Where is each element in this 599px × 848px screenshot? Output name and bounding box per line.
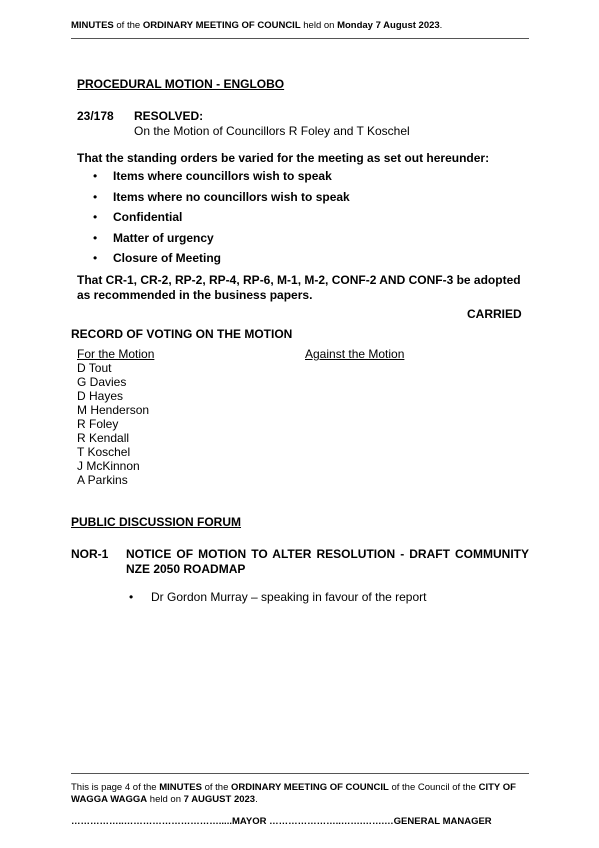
bullet-mark: •: [129, 590, 134, 604]
header-minutes: MINUTES: [71, 20, 114, 31]
standing-orders-list: [93, 168, 350, 271]
header-held-on: held on: [300, 20, 338, 31]
voter-name: R Kendall: [77, 431, 130, 445]
header-of-the: of the: [113, 20, 143, 31]
resolution-number: 23/178: [77, 109, 114, 123]
list-item: • Matter of urgency: [93, 230, 350, 251]
voters-for-list: [77, 361, 149, 487]
footer-text: .: [255, 794, 258, 805]
footer-text: of the: [201, 782, 232, 793]
voter-name: D Tout: [77, 361, 112, 375]
page-footer: [71, 782, 531, 806]
header-divider: [71, 38, 529, 39]
voter-name: M Henderson: [77, 403, 150, 417]
footer-meeting: ORDINARY MEETING OF COUNCIL: [231, 782, 389, 793]
voter-name: G Davies: [77, 375, 127, 389]
footer-text: This is page 4 of the: [71, 782, 160, 793]
speaker-text: Dr Gordon Murray – speaking in favour of the report: [151, 590, 427, 604]
voting-record-title: RECORD OF VOTING ON THE MOTION: [71, 327, 293, 341]
voter-name: R Foley: [77, 417, 119, 431]
resolution-intro: That the standing orders be varied for the meeting as set out hereunder:: [77, 151, 490, 165]
for-motion-heading: For the Motion: [77, 347, 155, 361]
adoption-text: That CR-1, CR-2, RP-2, RP-4, RP-6, M-1, M-2, CONF-2 AND CONF-3 be adopted as recommended in the business papers.: [77, 273, 521, 302]
footer-text: held on: [147, 794, 184, 805]
speaker-entry: [129, 590, 426, 604]
resolution-mover: On the Motion of Councillors R Foley and T Koschel: [134, 124, 410, 138]
voter-name: D Hayes: [77, 389, 124, 403]
resolved-label: RESOLVED:: [134, 109, 204, 123]
list-item: • Closure of Meeting: [93, 250, 350, 271]
voter-name: J McKinnon: [77, 459, 140, 473]
voter-name: T Koschel: [77, 445, 131, 459]
list-item: • Items where councillors wish to speak: [93, 168, 350, 189]
page-header: [71, 20, 442, 31]
outcome-carried: CARRIED: [467, 307, 522, 321]
gm-signature-line: …………………..…….…….…GENERAL MANAGER: [269, 816, 492, 827]
voter-name: A Parkins: [77, 473, 128, 487]
mayor-signature-line: ……………..………………………….....MAYOR: [71, 816, 267, 827]
footer-minutes: MINUTES: [159, 782, 202, 793]
public-forum-title: PUBLIC DISCUSSION FORUM: [71, 515, 242, 529]
signature-lines: [71, 816, 492, 827]
forum-item-title: NOTICE OF MOTION TO ALTER RESOLUTION - DRAFT COMMUNITY NZE 2050 ROADMAP: [126, 547, 529, 576]
header-meeting: ORDINARY MEETING OF COUNCIL: [142, 20, 301, 31]
footer-city: CITY OF WAGGA WAGGA: [71, 782, 516, 805]
footer-divider: [71, 773, 529, 774]
footer-date: 7 AUGUST 2023: [183, 794, 256, 805]
list-item: • Items where no councillors wish to speak: [93, 189, 350, 210]
header-date: Monday 7 August 2023: [337, 20, 440, 31]
procedural-title: PROCEDURAL MOTION - ENGLOBO: [77, 77, 285, 91]
forum-item-number: NOR-1: [71, 547, 109, 561]
against-motion-heading: Against the Motion: [305, 347, 405, 361]
list-item: • Confidential: [93, 209, 350, 230]
footer-text: of the Council of the: [388, 782, 479, 793]
header-period: .: [439, 20, 443, 31]
